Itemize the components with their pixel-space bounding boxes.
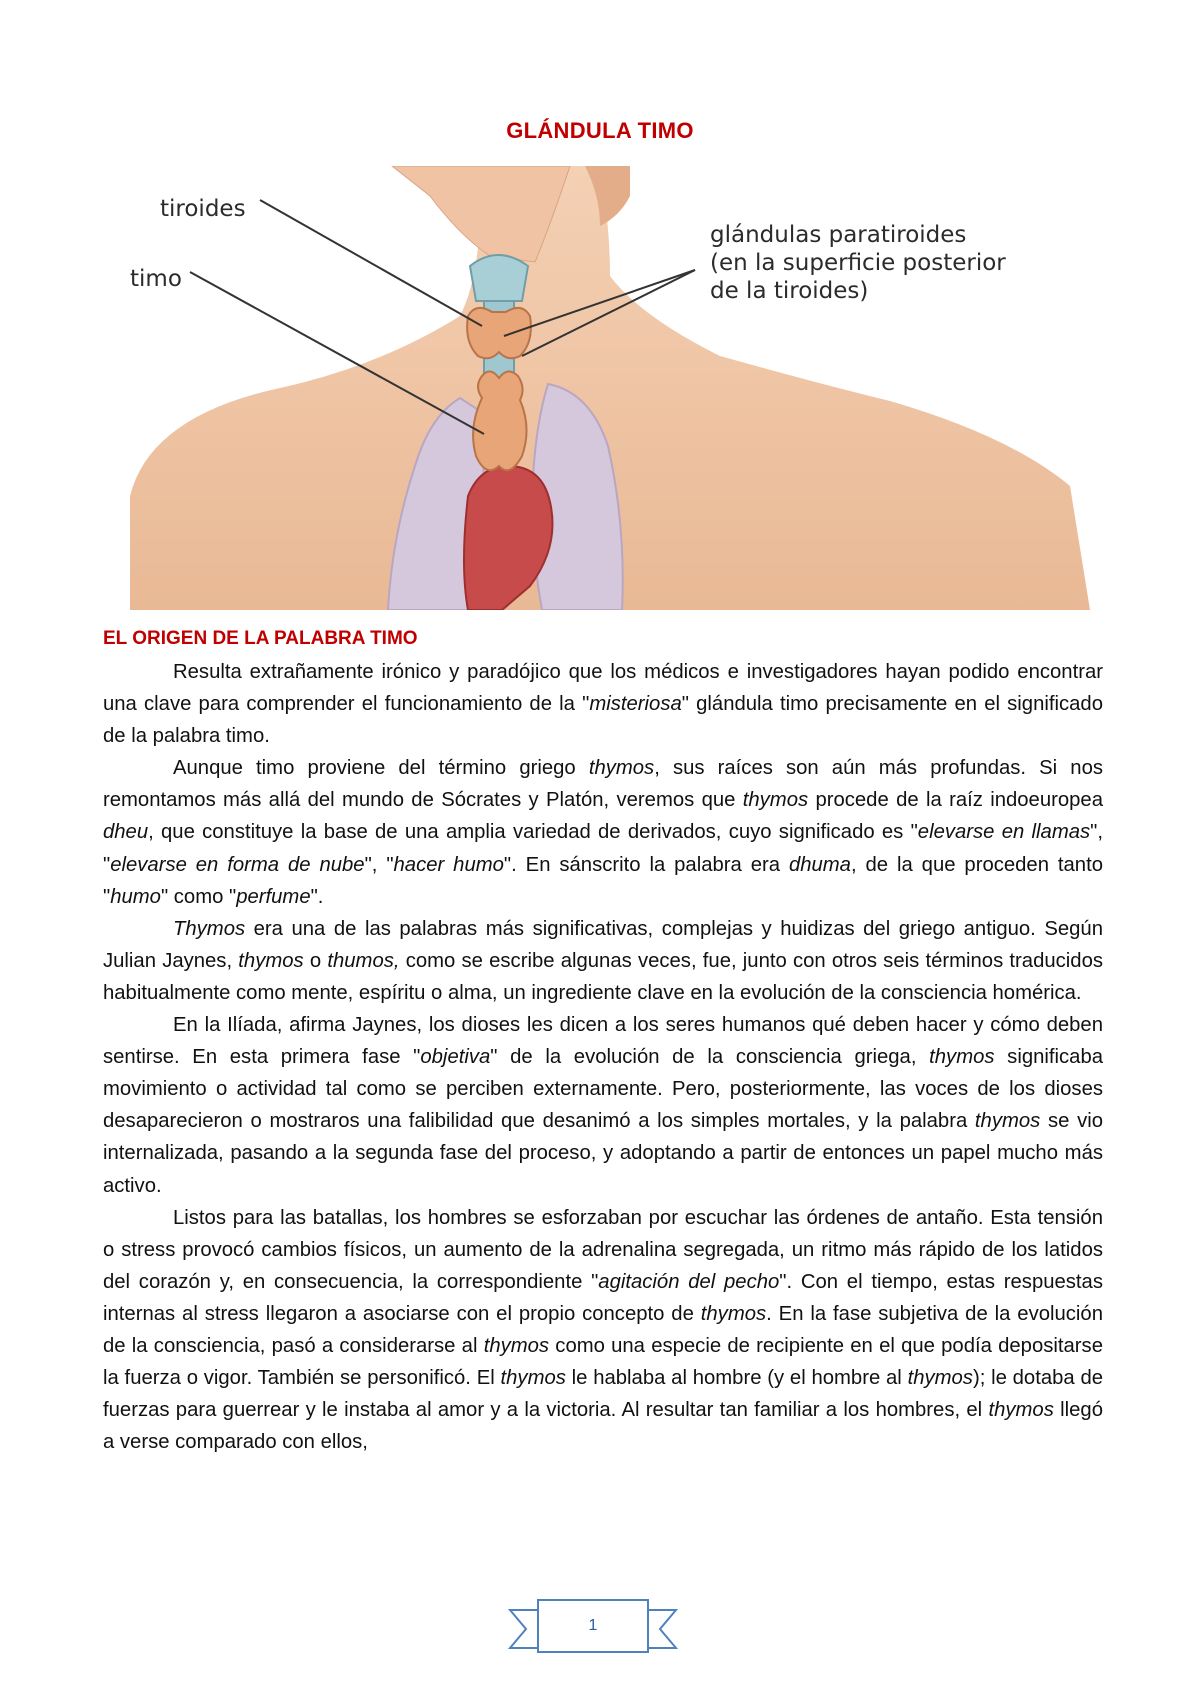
paragraph-1: [103, 656, 1103, 752]
text-run: " de la evolución de la consciencia griega,: [490, 1046, 930, 1069]
label-paratiroides-line3: de la tiroides): [710, 278, 869, 304]
paragraph-5: [103, 1202, 1103, 1459]
thymus-gland: [473, 371, 526, 470]
italic-term: thymos: [238, 949, 304, 972]
text-run: , sus raíces son aún más profundas. Si nos remontamos más allá del mundo de Sócrates y Platón, veremos que: [103, 757, 1103, 812]
label-tiroides: tiroides: [160, 196, 246, 222]
text-run: se vio internalizada, pasando a la segunda fase del proceso, y adoptando a partir de entonces un papel mucho más activo.: [103, 1110, 1103, 1197]
label-paratiroides-line1: glándulas paratiroides: [710, 222, 967, 248]
text-run: ".: [310, 885, 324, 908]
italic-term: elevarse en forma de nube: [110, 853, 365, 876]
italic-term: misteriosa: [589, 693, 682, 716]
text-run: ". En sánscrito la palabra era: [503, 853, 789, 876]
page-number: 1: [588, 1617, 598, 1634]
italic-term: thymos: [742, 789, 809, 812]
anatomy-illustration: [130, 166, 1090, 610]
text-run: procede de la raíz indoeuropea: [808, 789, 1103, 812]
text-run: significaba movimiento o actividad tal como se perciben externamente. Pero, posteriormente, las voces de los dioses desaparecieron o mostraros una falibilidad que desanimó a los simples mortales, y la palabra: [103, 1046, 1104, 1133]
italic-term: thymos: [500, 1367, 566, 1390]
paragraph-2: [103, 752, 1103, 912]
body-text: [103, 656, 1103, 1458]
page-number-badge: [508, 1596, 678, 1656]
text-run: llegó a verse comparado con ellos,: [103, 1399, 1103, 1454]
label-paratiroides-line2: (en la superficie posterior: [710, 250, 1006, 276]
text-run: ". Con el tiempo, estas respuestas internas al stress llegaron a asociarse con el propio concepto de: [103, 1270, 1103, 1325]
text-run: , que constituye la base de una amplia variedad de derivados, cuyo significado es ": [148, 821, 918, 844]
text-run: o: [303, 949, 328, 972]
text-run: ", ": [364, 853, 394, 876]
italic-term: thymos: [988, 1399, 1054, 1422]
text-run: " como ": [160, 885, 237, 908]
italic-term: thymos: [929, 1046, 995, 1069]
paragraph-3: [103, 913, 1103, 1009]
italic-term: thymos: [974, 1110, 1041, 1133]
document-title: GLÁNDULA TIMO: [506, 118, 694, 143]
italic-term: thymos: [907, 1367, 973, 1390]
text-run: " glándula timo precisamente en el significado de la palabra timo.: [103, 693, 1103, 748]
text-run: ); le dotaba de fuerzas para guerrear y le instaba al amor y a la victoria. Al resultar tan familiar a los hombres, el: [103, 1367, 1104, 1422]
italic-term: elevarse en llamas: [917, 821, 1091, 844]
italic-term: Thymos: [173, 917, 246, 940]
text-run: . En la fase subjetiva de la evolución de la consciencia, pasó a considerarse al: [103, 1302, 1103, 1357]
text-run: como una especie de recipiente en el que podía depositarse la fuerza o vigor. También se personificó. El: [103, 1334, 1103, 1390]
italic-term: perfume: [236, 885, 311, 908]
italic-term: objetiva: [420, 1046, 491, 1069]
thyroid-gland: [467, 308, 531, 358]
italic-term: dheu: [103, 821, 149, 844]
italic-term: thymos: [588, 757, 655, 780]
label-timo: timo: [130, 266, 182, 292]
text-run: Listos para las batallas, los hombres se esforzaban por escuchar las órdenes de antaño. Esta tensión o stress provocó cambios físicos, un aumento de la adrenalina segregada, un ritmo más rápido de los latidos del corazón y, en consecuencia, la correspondiente ": [103, 1206, 1103, 1293]
text-run: era una de las palabras más significativas, complejas y huidizas del griego antiguo. Según Julian Jaynes,: [103, 917, 1103, 972]
italic-term: thumos,: [327, 949, 400, 972]
text-run: le hablaba al hombre (y el hombre al: [565, 1367, 908, 1390]
text-run: En la Ilíada, afirma Jaynes, los dioses les dicen a los seres humanos qué deben hacer y cómo deben sentirse. En esta primera fase ": [103, 1014, 1103, 1069]
italic-term: thymos: [700, 1302, 767, 1325]
text-run: ", ": [103, 821, 1103, 876]
text-run: , de la que proceden tanto ": [103, 853, 1103, 908]
italic-term: humo: [110, 885, 161, 908]
italic-term: dhuma: [788, 853, 851, 876]
text-run: como se escribe algunas veces, fue, junto con otros seis términos traducidos habitualmente como mente, espíritu o alma, un ingrediente clave en la evolución de la consciencia homérica.: [103, 949, 1103, 1004]
text-run: Aunque timo proviene del término griego: [173, 757, 589, 780]
larynx: [470, 255, 528, 301]
paragraph-4: [103, 1009, 1103, 1202]
text-run: Resulta extrañamente irónico y paradójico que los médicos e investigadores hayan podido encontrar una clave para comprender el funcionamiento de la ": [103, 661, 1103, 716]
italic-term: hacer humo: [393, 853, 504, 876]
section-heading: EL ORIGEN DE LA PALABRA TIMO: [103, 628, 418, 649]
italic-term: thymos: [483, 1334, 550, 1357]
italic-term: agitación del pecho: [598, 1270, 780, 1293]
